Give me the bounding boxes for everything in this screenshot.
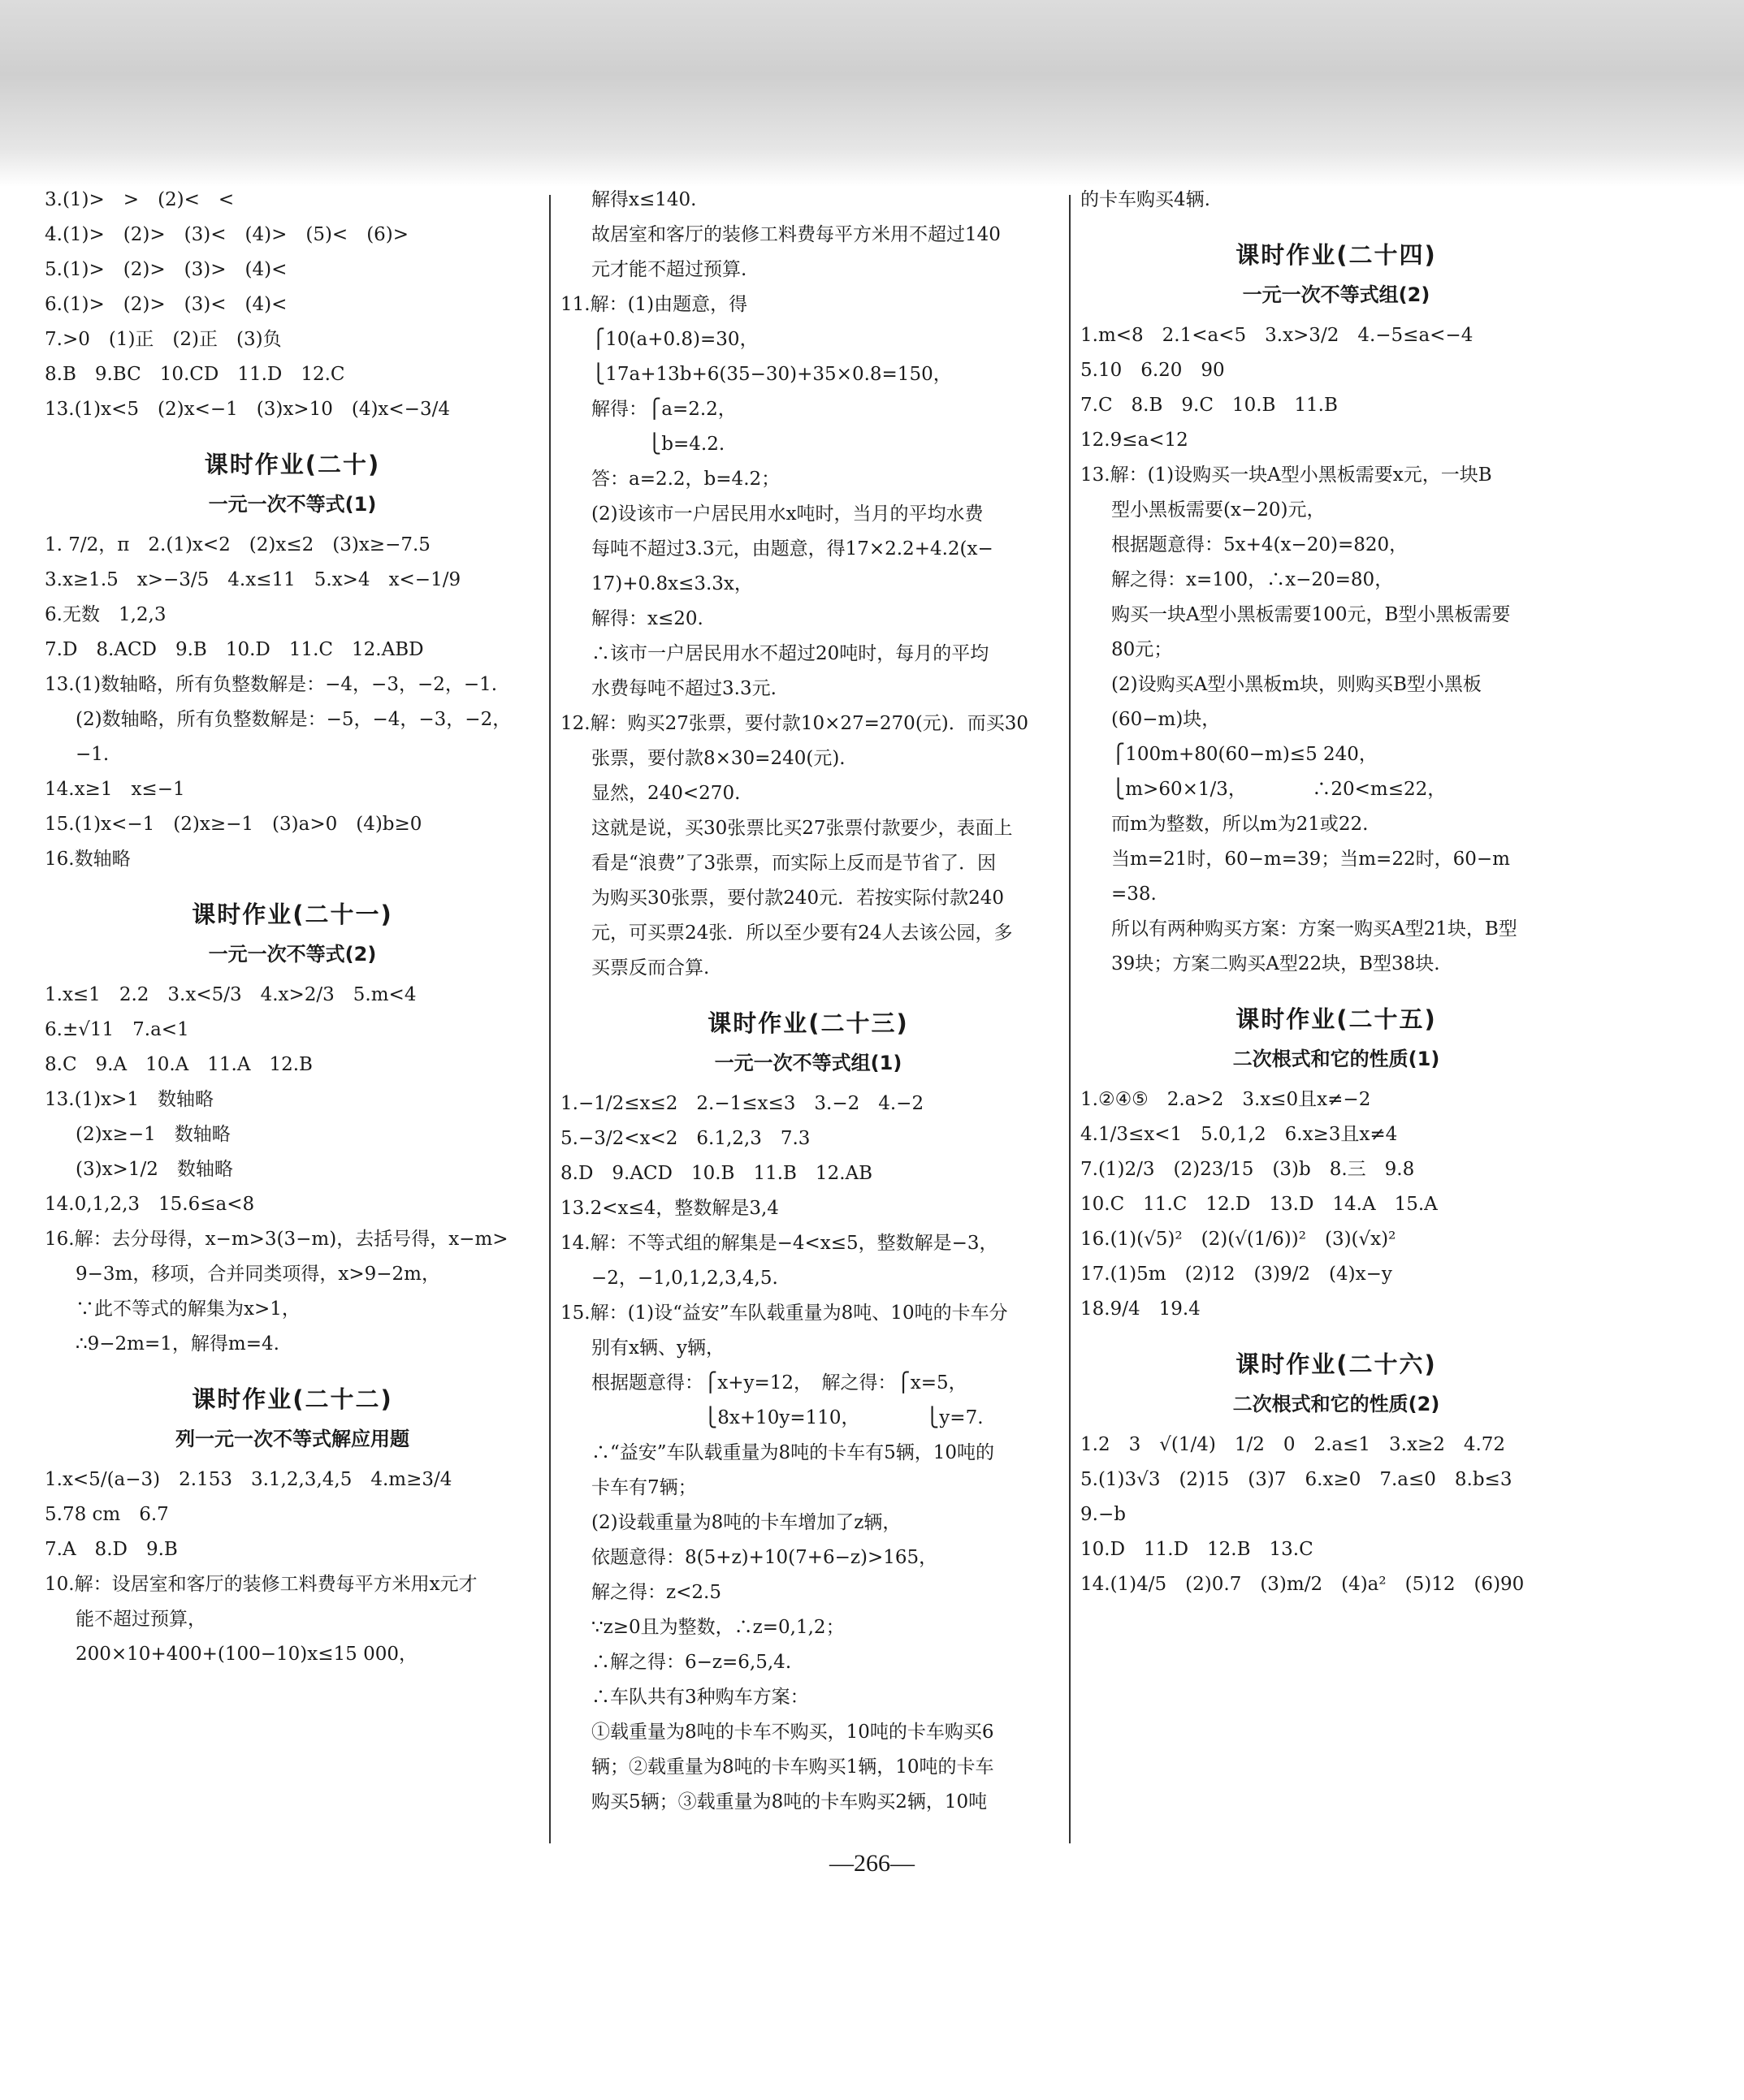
answer-line: ∴“益安”车队载重量为8吨的卡车有5辆，10吨的 bbox=[591, 1442, 995, 1463]
answer-line: 6.(1)> (2)> (3)< (4)< bbox=[45, 294, 288, 315]
answer-line: 5.−3/2<x<2 6.1,2,3 7.3 bbox=[560, 1128, 811, 1149]
answer-line: 14.x≥1 x≤−1 bbox=[45, 779, 185, 800]
answer-line: 所以有两种购买方案：方案一购买A型21块，B型 bbox=[1111, 918, 1517, 940]
answer-line: 80元； bbox=[1111, 639, 1173, 660]
answer-line: 解之得：x=100，∴x−20=80， bbox=[1111, 569, 1394, 590]
answer-line: 1.x<5/(a−3) 2.153 3.1,2,3,4,5 4.m≥3/4 bbox=[45, 1469, 452, 1490]
answer-line: 显然，240<270. bbox=[591, 783, 741, 804]
column-divider bbox=[549, 195, 551, 1843]
answer-line: ⎩17a+13b+6(35−30)+35×0.8=150， bbox=[591, 364, 952, 385]
answer-line: 解得：⎧a=2.2， bbox=[591, 399, 737, 420]
answer-line: 每吨不超过3.3元，由题意，得17×2.2+4.2(x− bbox=[591, 538, 993, 560]
answer-line: 10.C 11.C 12.D 13.D 14.A 15.A bbox=[1080, 1194, 1438, 1215]
answer-line: −2，−1,0,1,2,3,4,5. bbox=[591, 1268, 778, 1289]
answer-line: 8.B 9.BC 10.CD 11.D 12.C bbox=[45, 364, 345, 385]
answer-line: 故居室和客厅的装修工料费每平方米用不超过140 bbox=[591, 224, 1001, 245]
section-title: 课时作业(二十三) bbox=[708, 1009, 909, 1037]
column-middle bbox=[560, 183, 1056, 1820]
answer-line: 依题意得：8(5+z)+10(7+6−z)>165， bbox=[591, 1547, 938, 1568]
answer-line: 水费每吨不超过3.3元. bbox=[591, 678, 777, 699]
answer-line: 辆；②载重量为8吨的卡车购买1辆，10吨的卡车 bbox=[591, 1756, 994, 1778]
answer-line: 15.(1)x<−1 (2)x≥−1 (3)a>0 (4)b≥0 bbox=[45, 814, 422, 835]
answer-line: 13.(1)x>1 数轴略 bbox=[45, 1089, 214, 1110]
answer-line: 买票反而合算. bbox=[591, 957, 710, 979]
answer-line: ①载重量为8吨的卡车不购买，10吨的卡车购买6 bbox=[591, 1722, 994, 1743]
answer-line: ∴车队共有3种购车方案： bbox=[591, 1687, 809, 1708]
answer-line: 13.解：(1)设购买一块A型小黑板需要x元，一块B bbox=[1080, 465, 1492, 486]
answer-line: =38. bbox=[1111, 884, 1157, 905]
answer-line: (2)设购买A型小黑板m块，则购买B型小黑板 bbox=[1111, 674, 1482, 695]
answer-line: (60−m)块， bbox=[1111, 709, 1221, 730]
answer-line: 解之得：z<2.5 bbox=[591, 1582, 721, 1603]
answer-line: 5.78 cm 6.7 bbox=[45, 1504, 169, 1525]
answer-line: 12.解：购买27张票，要付款10×27=270(元)．而买30 bbox=[560, 713, 1029, 734]
answer-line: 6.无数 1,2,3 bbox=[45, 604, 167, 625]
answer-line: 5.10 6.20 90 bbox=[1080, 360, 1225, 381]
answer-line: 解得x≤140. bbox=[591, 189, 697, 210]
answer-line: 7.C 8.B 9.C 10.B 11.B bbox=[1080, 395, 1338, 416]
answer-line: 元，可买票24张．所以至少要有24人去该公园，多 bbox=[591, 923, 1013, 944]
section-title: 课时作业(二十四) bbox=[1236, 241, 1437, 269]
answer-line: ⎧10(a+0.8)=30， bbox=[591, 329, 759, 350]
answer-line: 1.②④⑤ 2.a>2 3.x≤0且x≠−2 bbox=[1080, 1089, 1371, 1110]
scan-top-band bbox=[0, 0, 1744, 187]
answer-line: ∴解之得：6−z=6,5,4. bbox=[591, 1652, 792, 1673]
answer-line: 看是“浪费”了3张票，而实际上反而是节省了．因 bbox=[591, 853, 997, 874]
answer-line: ⎩8x+10y=110， ⎩y=7. bbox=[591, 1407, 984, 1428]
answer-line: 3.x≥1.5 x>−3/5 4.x≤11 5.x>4 x<−1/9 bbox=[45, 569, 461, 590]
answer-line: 购买5辆；③载重量为8吨的卡车购买2辆，10吨 bbox=[591, 1791, 988, 1813]
answer-line: 型小黑板需要(x−20)元， bbox=[1111, 499, 1326, 521]
column-right bbox=[1080, 183, 1592, 1602]
answer-line: ⎧100m+80(60−m)≤5 240， bbox=[1111, 744, 1378, 765]
answer-line: 解得：x≤20. bbox=[591, 608, 703, 629]
answer-line: 18.9/4 19.4 bbox=[1080, 1298, 1201, 1320]
answer-line: 14.解：不等式组的解集是−4<x≤5，整数解是−3， bbox=[560, 1233, 998, 1254]
section-subtitle: 一元一次不等式(2) bbox=[208, 943, 377, 966]
answer-line: 9−3m，移项，合并同类项得，x>9−2m， bbox=[76, 1264, 440, 1285]
answer-line: 3.(1)> > (2)< < bbox=[45, 189, 235, 210]
answer-line: (2)数轴略，所有负整数解是：−5，−4，−3，−2， bbox=[76, 709, 512, 730]
column-left bbox=[45, 183, 540, 1672]
answer-line: 7.A 8.D 9.B bbox=[45, 1539, 178, 1560]
answer-line: ∵此不等式的解集为x>1， bbox=[76, 1298, 301, 1320]
answer-line: 13.2<x≤4，整数解是3,4 bbox=[560, 1198, 779, 1219]
answer-line: 9.−b bbox=[1080, 1504, 1126, 1525]
answer-line: ∵z≥0且为整数，∴z=0,1,2； bbox=[591, 1617, 845, 1638]
section-title: 课时作业(二十五) bbox=[1236, 1005, 1437, 1033]
answer-line: 这就是说，买30张票比买27张票付款要少，表面上 bbox=[591, 818, 1013, 839]
answer-line: 卡车有7辆； bbox=[591, 1477, 697, 1498]
answer-line: 的卡车购买4辆. bbox=[1080, 189, 1210, 210]
answer-line: 5.(1)3√3 (2)15 (3)7 6.x≥0 7.a≤0 8.b≤3 bbox=[1080, 1469, 1512, 1490]
answer-line: 张票，要付款8×30=240(元). bbox=[591, 748, 846, 769]
answer-line: 8.D 9.ACD 10.B 11.B 12.AB bbox=[560, 1163, 873, 1184]
answer-line: 购买一块A型小黑板需要100元，B型小黑板需要 bbox=[1111, 604, 1511, 625]
answer-line: 5.(1)> (2)> (3)> (4)< bbox=[45, 259, 288, 280]
answer-line: 根据题意得：⎧x+y=12， 解之得：⎧x=5， bbox=[591, 1372, 967, 1394]
answer-line: 12.9≤a<12 bbox=[1080, 430, 1188, 451]
answer-line: 4.1/3≤x<1 5.0,1,2 6.x≥3且x≠4 bbox=[1080, 1124, 1398, 1145]
answer-line: 15.解：(1)设“益安”车队载重量为8吨、10吨的卡车分 bbox=[560, 1303, 1008, 1324]
answer-line: ⎩m>60×1/3， ∴20<m≤22， bbox=[1111, 779, 1447, 800]
answer-line: 13.(1)数轴略，所有负整数解是：−4，−3，−2，−1. bbox=[45, 674, 498, 695]
answer-line: 14.0,1,2,3 15.6≤a<8 bbox=[45, 1194, 255, 1215]
answer-line: 根据题意得：5x+4(x−20)=820， bbox=[1111, 534, 1409, 555]
answer-line: 17.(1)5m (2)12 (3)9/2 (4)x−y bbox=[1080, 1264, 1392, 1285]
section-title: 课时作业(二十二) bbox=[192, 1385, 393, 1413]
answer-line: 1. 7/2，π 2.(1)x<2 (2)x≤2 (3)x≥−7.5 bbox=[45, 534, 431, 555]
section-title: 课时作业(二十一) bbox=[192, 901, 393, 928]
answer-line: 10.D 11.D 12.B 13.C bbox=[1080, 1539, 1313, 1560]
answer-line: 8.C 9.A 10.A 11.A 12.B bbox=[45, 1054, 313, 1075]
answer-line: ∴该市一户居民用水不超过20吨时，每月的平均 bbox=[591, 643, 989, 664]
answer-line: 39块；方案二购买A型22块，B型38块. bbox=[1111, 953, 1440, 974]
answer-line: 元才能不超过预算. bbox=[591, 259, 747, 280]
section-subtitle: 列一元一次不等式解应用题 bbox=[175, 1428, 409, 1450]
answer-line: 7.D 8.ACD 9.B 10.D 11.C 12.ABD bbox=[45, 639, 424, 660]
answer-line: (2)设载重量为8吨的卡车增加了z辆， bbox=[591, 1512, 902, 1533]
answer-line: 答：a=2.2，b=4.2； bbox=[591, 469, 781, 490]
answer-line: (2)x≥−1 数轴略 bbox=[76, 1124, 231, 1145]
answer-line: 10.解：设居室和客厅的装修工料费每平方米用x元才 bbox=[45, 1574, 478, 1595]
answer-line: 6.±√11 7.a<1 bbox=[45, 1019, 189, 1040]
answer-line: ∴9−2m=1，解得m=4. bbox=[76, 1333, 279, 1355]
answer-line: (3)x>1/2 数轴略 bbox=[76, 1159, 233, 1180]
section-title: 课时作业(二十) bbox=[204, 451, 381, 478]
answer-line: 16.解：去分母得，x−m>3(3−m)，去括号得，x−m> bbox=[45, 1229, 508, 1250]
section-title: 课时作业(二十六) bbox=[1236, 1350, 1437, 1378]
section-subtitle: 一元一次不等式(1) bbox=[208, 493, 377, 516]
answer-line: 为购买30张票，要付款240元．若按实际付款240 bbox=[591, 888, 1005, 909]
answer-line: 16.(1)(√5)² (2)(√(1/6))² (3)(√x)² bbox=[1080, 1229, 1396, 1250]
answer-line: 13.(1)x<5 (2)x<−1 (3)x>10 (4)x<−3/4 bbox=[45, 399, 450, 420]
answer-line: 11.解：(1)由题意，得 bbox=[560, 294, 748, 315]
answer-line: 而m为整数，所以m为21或22. bbox=[1111, 814, 1369, 835]
answer-line: 1.m<8 2.1<a<5 3.x>3/2 4.−5≤a<−4 bbox=[1080, 325, 1474, 346]
answer-line: 7.>0 (1)正 (2)正 (3)负 bbox=[45, 329, 282, 350]
answer-line: 1.x≤1 2.2 3.x<5/3 4.x>2/3 5.m<4 bbox=[45, 984, 417, 1005]
answer-line: 16.数轴略 bbox=[45, 849, 131, 870]
answer-line: −1. bbox=[76, 744, 110, 765]
section-subtitle: 一元一次不等式组(1) bbox=[714, 1052, 902, 1074]
answer-line: ⎩b=4.2. bbox=[591, 434, 725, 455]
answer-line: 14.(1)4/5 (2)0.7 (3)m/2 (4)a² (5)12 (6)90 bbox=[1080, 1574, 1525, 1595]
answer-line: 1.−1/2≤x≤2 2.−1≤x≤3 3.−2 4.−2 bbox=[560, 1093, 924, 1114]
answer-line: 1.2 3 √(1/4) 1/2 0 2.a≤1 3.x≥2 4.72 bbox=[1080, 1434, 1506, 1455]
answer-line: 当m=21时，60−m=39；当m=22时，60−m bbox=[1111, 849, 1510, 870]
answer-line: 4.(1)> (2)> (3)< (4)> (5)< (6)> bbox=[45, 224, 409, 245]
section-subtitle: 二次根式和它的性质(1) bbox=[1232, 1048, 1440, 1070]
section-subtitle: 二次根式和它的性质(2) bbox=[1232, 1393, 1440, 1415]
answer-line: 别有x辆、y辆， bbox=[591, 1337, 725, 1359]
section-subtitle: 一元一次不等式组(2) bbox=[1242, 283, 1430, 306]
column-divider bbox=[1069, 195, 1071, 1843]
answer-line: (2)设该市一户居民用水x吨时，当月的平均水费 bbox=[591, 503, 984, 525]
answer-line: 7.(1)2/3 (2)23/15 (3)b 8.三 9.8 bbox=[1080, 1159, 1415, 1180]
page-number: —266— bbox=[829, 1850, 915, 1877]
answer-line: 能不超过预算， bbox=[76, 1609, 206, 1630]
answer-line: 200×10+400+(100−10)x≤15 000， bbox=[76, 1644, 418, 1665]
answer-line: 17)+0.8x≤3.3x， bbox=[591, 573, 753, 594]
